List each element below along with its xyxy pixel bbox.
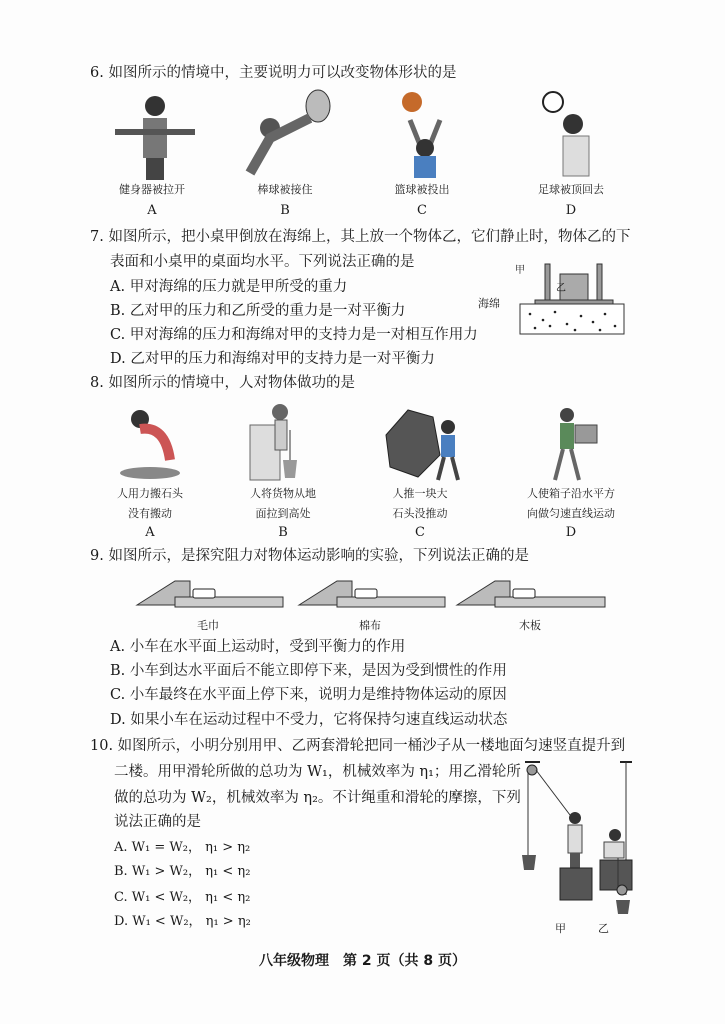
q8-letter-b: B bbox=[278, 525, 288, 540]
q6-caption-d: 足球被顶回去 bbox=[538, 183, 604, 196]
q8-figure-a bbox=[110, 405, 190, 480]
q9-option-a: A. 小车在水平面上运动时，受到平衡力的作用 bbox=[110, 639, 406, 655]
q6-letter-a: A bbox=[147, 203, 157, 218]
q8-figure-b bbox=[245, 400, 325, 485]
q10-stem-1: 10. 如图所示，小明分别用甲、乙两套滑轮把同一桶沙子从一楼地面匀速竖直提升到 bbox=[90, 738, 626, 754]
q8-figure-c bbox=[378, 405, 463, 485]
q7-option-c: C. 甲对海绵的压力和海绵对甲的支持力是一对相互作用力 bbox=[110, 327, 478, 343]
q6-figure-c bbox=[390, 90, 460, 180]
q9-surface-cotton: 棉布 bbox=[359, 619, 381, 632]
q10-label-jia: 甲 bbox=[555, 922, 566, 935]
q9-ramp-figures bbox=[135, 575, 610, 615]
q8-letter-c: C bbox=[415, 525, 425, 540]
q8-caption-d-2: 向做匀速直线运动 bbox=[527, 507, 615, 520]
q7-option-d: D. 乙对甲的压力和海绵对甲的支持力是一对平衡力 bbox=[110, 351, 435, 367]
q10-pulley-figure bbox=[520, 760, 640, 920]
q6-figure-d bbox=[535, 88, 615, 183]
q7-label-sponge: 海绵 bbox=[478, 297, 500, 310]
q7-option-a: A. 甲对海绵的压力就是甲所受的重力 bbox=[110, 279, 348, 295]
q9-option-d: D. 如果小车在运动过程中不受力，它将保持匀速直线运动状态 bbox=[110, 712, 508, 728]
q8-caption-a-2: 没有搬动 bbox=[128, 507, 172, 520]
q8-caption-c-1: 人推一块大 bbox=[392, 487, 448, 500]
q9-option-c: C. 小车最终在水平面上停下来，说明力是维持物体运动的原因 bbox=[110, 687, 507, 703]
q10-option-c: C. W₁ < W₂， η₁ < η₂ bbox=[114, 890, 251, 905]
q10-option-d: D. W₁ < W₂， η₁ > η₂ bbox=[114, 914, 251, 929]
q8-caption-d-1: 人使箱子沿水平方 bbox=[527, 487, 615, 500]
q7-stem-2: 表面和小桌甲的桌面均水平。下列说法正确的是 bbox=[110, 254, 415, 270]
q9-option-b: B. 小车到达水平面后不能立即停下来，是因为受到惯性的作用 bbox=[110, 663, 507, 679]
q8-letter-d: D bbox=[565, 525, 577, 540]
q8-caption-c-2: 石头没推动 bbox=[392, 507, 448, 520]
q8-caption-b-1: 人将货物从地 bbox=[250, 487, 316, 500]
q6-figure-a bbox=[110, 92, 200, 182]
q7-option-b: B. 乙对甲的压力和乙所受的重力是一对平衡力 bbox=[110, 303, 406, 319]
q7-stem-1: 7. 如图所示，把小桌甲倒放在海绵上，其上放一个物体乙，它们静止时，物体乙的下 bbox=[90, 229, 631, 245]
q8-figure-d bbox=[545, 405, 605, 485]
q7-label-jia: 甲 bbox=[515, 265, 525, 276]
q7-table-sponge-figure bbox=[515, 262, 625, 337]
q6-letter-c: C bbox=[417, 203, 427, 218]
page-footer: 八年级物理 第 2 页（共 8 页） bbox=[259, 953, 466, 969]
q6-letter-d: D bbox=[565, 203, 577, 218]
q9-surface-towel: 毛巾 bbox=[197, 619, 219, 632]
q10-stem-3: 做的总功为 W₂，机械效率为 η₂。不计绳重和滑轮的摩擦，下列 bbox=[114, 790, 521, 806]
q10-option-b: B. W₁ > W₂， η₁ < η₂ bbox=[114, 864, 251, 879]
q6-caption-a: 健身器被拉开 bbox=[119, 183, 185, 196]
q8-stem: 8. 如图所示的情境中，人对物体做功的是 bbox=[90, 375, 355, 391]
q6-figure-b bbox=[240, 88, 340, 178]
q7-label-yi: 乙 bbox=[556, 283, 566, 294]
q6-stem: 6. 如图所示的情境中，主要说明力可以改变物体形状的是 bbox=[90, 65, 457, 81]
q9-stem: 9. 如图所示，是探究阻力对物体运动影响的实验，下列说法正确的是 bbox=[90, 548, 529, 564]
q10-stem-4: 说法正确的是 bbox=[114, 814, 201, 830]
q6-caption-b: 棒球被接住 bbox=[257, 183, 313, 196]
q8-caption-b-2: 面拉到高处 bbox=[255, 507, 311, 520]
q6-caption-c: 篮球被投出 bbox=[394, 183, 450, 196]
q9-surface-wood: 木板 bbox=[519, 619, 541, 632]
q8-caption-a-1: 人用力搬石头 bbox=[117, 487, 183, 500]
q10-label-yi: 乙 bbox=[598, 922, 609, 935]
q10-stem-2: 二楼。用甲滑轮所做的总功为 W₁，机械效率为 η₁；用乙滑轮所 bbox=[114, 764, 521, 780]
q6-letter-b: B bbox=[280, 203, 290, 218]
q10-option-a: A. W₁ = W₂， η₁ > η₂ bbox=[114, 840, 251, 855]
q8-letter-a: A bbox=[145, 525, 155, 540]
